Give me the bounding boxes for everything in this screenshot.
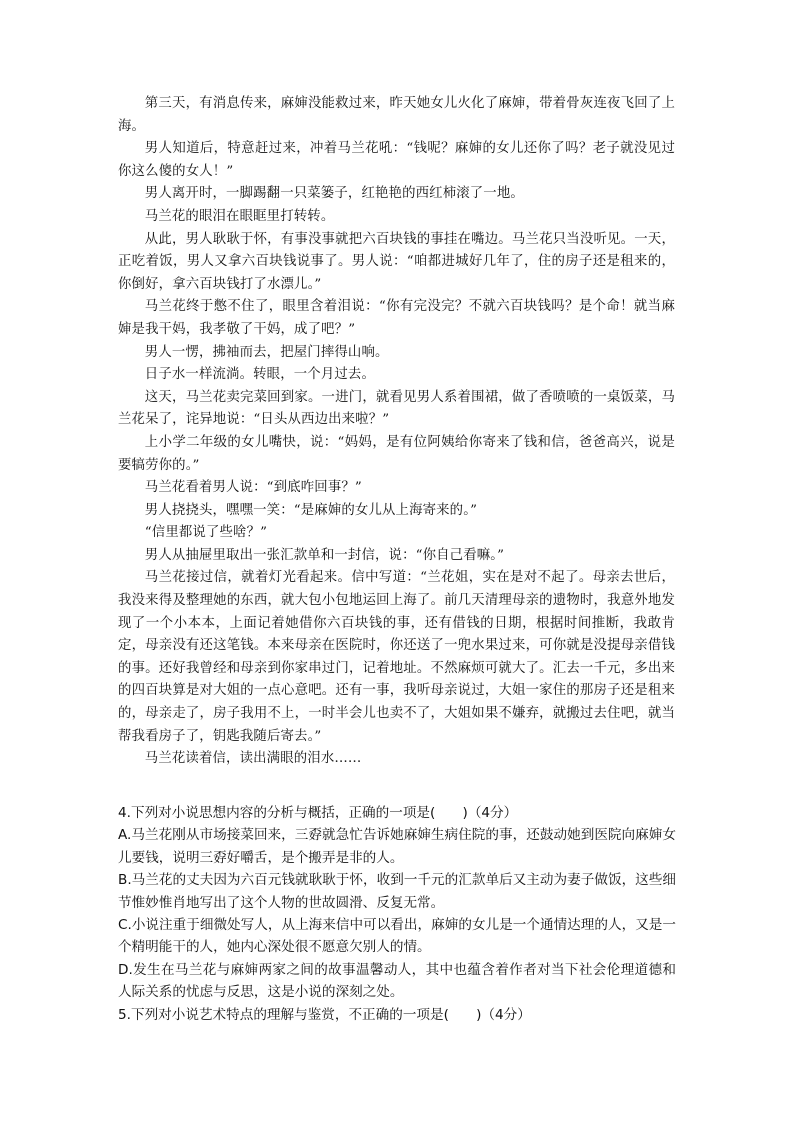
story-paragraph: 第三天，有消息传来，麻婶没能救过来，昨天她女儿火化了麻婶，带着骨灰连夜飞回了上海。 xyxy=(118,96,675,134)
story-paragraph: 从此，男人耿耿于怀，有事没事就把六百块钱的事挂在嘴边。马兰花只当没听见。一天，正吃着饭，男人又拿六百块钱说事了。男人说：“咱都进城好几年了，住的房子还是租来的，你倒好，拿六百块钱打了水漂儿。” xyxy=(118,231,675,292)
story-paragraph: 上小学二年级的女儿嘴快，说：“妈妈，是有位阿姨给你寄来了钱和信，爸爸高兴，说是要犒劳你的。” xyxy=(118,434,675,473)
question-section xyxy=(118,802,676,1026)
story-text xyxy=(118,93,675,771)
story-paragraph: 男人知道后，特意赶过来，冲着马兰花吼：“钱呢？麻婶的女儿还你了吗？老子就没见过你这么傻的女人！” xyxy=(118,141,675,179)
story-paragraph: 马兰花看着男人说：“到底咋回事？” xyxy=(144,480,362,496)
question-4-option-b: B.马兰花的丈夫因为六百元钱就耿耿于怀，收到一千元的汇款单后又主动为妻子做饭，这些细节惟妙惟肖地写出了这个人物的世故圆滑、反复无常。 xyxy=(118,872,676,911)
question-4-option-c: C.小说注重于细微处写人，从上海来信中可以看出，麻婶的女儿是一个通情达理的人，又是一个精明能干的人，她内心深处很不愿意欠别人的情。 xyxy=(118,917,676,956)
story-paragraph: 这天，马兰花卖完菜回到家。一进门，就看见男人系着围裙，做了香喷喷的一桌饭菜，马兰花呆了，诧异地说：“日头从西边出来啦？” xyxy=(118,389,675,428)
question-5-stem: 5.下列对小说艺术特点的理解与鉴赏，不正确的一项是( )（4分） xyxy=(118,1006,531,1023)
story-paragraph: 男人挠挠头，嘿嘿一笑：“是麻婶的女儿从上海寄来的。” xyxy=(144,502,478,518)
question-4-stem: 4.下列对小说思想内容的分析与概括，正确的一项是( )（4分） xyxy=(118,805,518,821)
story-paragraph: 马兰花读着信，读出满眼的泪水…… xyxy=(144,751,362,767)
question-4-option-a: A.马兰花刚从市场接菜回来，三孬就急忙告诉她麻婶生病住院的事，还鼓动她到医院向麻婶女儿要钱，说明三孬好嚼舌，是个搬弄是非的人。 xyxy=(118,827,676,866)
story-paragraph: 马兰花终于憋不住了，眼里含着泪说：“你有完没完？不就六百块钱吗？是个命！就当麻婶是我干妈，我孝敬了干妈，成了吧？” xyxy=(118,299,675,337)
story-paragraph: 马兰花的眼泪在眼眶里打转转。 xyxy=(144,208,335,224)
story-paragraph: 男人离开时，一脚踢翻一只菜篓子，红艳艳的西红柿滚了一地。 xyxy=(144,186,524,202)
question-4-option-d: D.发生在马兰花与麻婶两家之间的故事温馨动人，其中也蕴含着作者对当下社会伦理道德和人际关系的忧虑与反思，这是小说的深刻之处。 xyxy=(118,961,676,1001)
story-paragraph: “信里都说了些啥？” xyxy=(144,525,268,541)
story-paragraph: 马兰花接过信，就着灯光看起来。信中写道：“兰花姐，实在是对不起了。母亲去世后，我没来得及整理她的东西，就大包小包地运回上海了。前几天清理母亲的遗物时，我意外地发现了一个小本本，上面记着她借你六百块钱的事，还有借钱的日期，根据时间推断，我敢肯定，母亲没有还这笔钱。本来母亲在医院时，你还送了一兜水果过来，可你就是没提母亲借钱的事。还好我曾经和母亲到你家串过门，记着地址。不然麻烦可就大了。汇去一千元，多出来的四百块算是对大姐的一点心意吧。还有一事，我听母亲说过，大姐一家住的那房子还是租来的，母亲走了，房子我用不上，一时半会儿也卖不了，大姐如果不嫌弃，就搬过去住吧，就当帮我看房子了，钥匙我随后寄去。” xyxy=(118,570,675,744)
story-paragraph: 男人从抽屉里取出一张汇款单和一封信，说：“你自己看嘛。” xyxy=(144,547,505,563)
story-paragraph: 男人一愣，拂袖而去，把屋门摔得山响。 xyxy=(144,344,389,360)
story-paragraph: 日子水一样流淌。转眼，一个月过去。 xyxy=(144,367,375,383)
